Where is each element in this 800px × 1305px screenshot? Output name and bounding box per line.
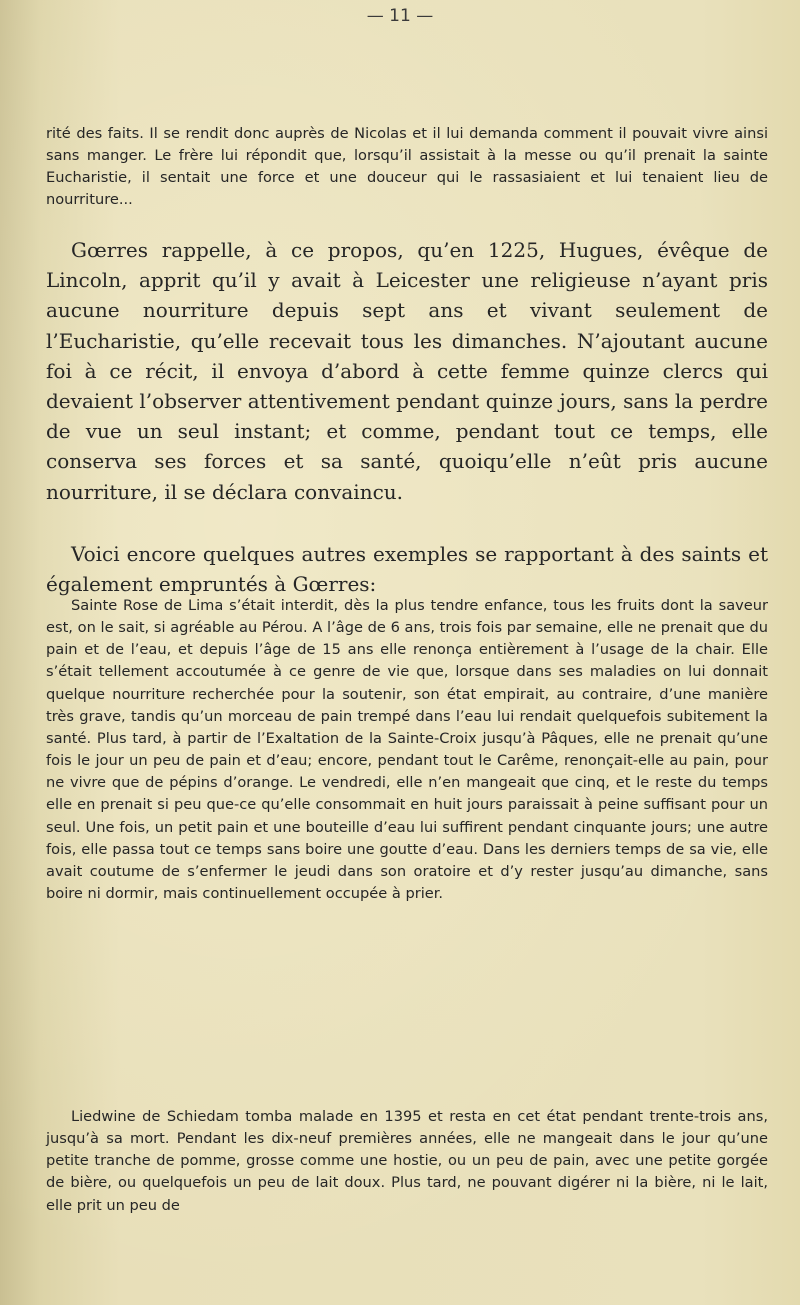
- paragraph-liedwine: Liedwine de Schiedam tomba malade en 1395 et resta en cet état pendant trente-trois ans, jusqu’à sa mort. Pendant les dix-neuf premières années, elle ne mangeait dans le jour qu’une petite tranche de pomme, grosse comme une hostie, ou un peu de pain, avec une petite gorgée de bière, ou quelquefois un peu de lait doux. Plus tard, ne pouvant digérer ni la bière, ni le lait, elle prit un peu de: [46, 1108, 768, 1214]
- paragraph-voici: Voici encore quelques autres exemples se rapportant à des saints et également empruntés à Gœrres:: [46, 542, 768, 597]
- paragraph-sainte-rose: Sainte Rose de Lima s’était interdit, dès la plus tendre enfance, tous les fruits dont la saveur est, on le sait, si agréable au Pérou. A l’âge de 6 ans, trois fois par semaine, elle ne prenait que du pain et de l’eau, et depuis l’âge de 15 ans elle renonça entièrement à l’usage de la chair. Elle s’était tellement accoutumée à ce genre de vie que, lorsque dans ses maladies on lui donnait quelque nourriture recherchée pour la soutenir, son état empirait, au contraire, d’une manière très grave, tandis qu’un morceau de pain trempé dans l’eau lui rendait quelquefois subitement la santé. Plus tard, à partir de l’Exaltation de la Sainte-Croix jusqu’à Pâques, elle ne prenait qu’une fois le jour un peu de pain et d’eau; encore, pendant tout le Carême, renonçait-elle au pain, pour ne vivre que de pépins d’orange. Le vendredi, elle n’en mangeait que cinq, et le reste du temps elle en prenait si peu que-ce qu’elle consommait en huit jours paraissait à peine suffisant pour un seul. Une fois, un petit pain et une bouteille d’eau lui suffirent pendant cinquante jours; une autre fois, elle passa tout ce temps sans boire une goutte d’eau. Dans les derniers temps de sa vie, elle avait coutume de s’enfermer le jeudi dans son oratoire et d’y rester jusqu’au dimanche, sans boire ni dormir, mais continuellement occupée à prier.: [46, 597, 768, 903]
- paragraph-goerres: Gœrres rappelle, à ce propos, qu’en 1225, Hugues, évêque de Lincoln, apprit qu’il y avait à Leicester une religieuse n’ayant pris aucune nourriture depuis sept ans et vivant seulement de l’Eucharistie, qu’elle recevait tous les dimanches. N’ajoutant aucune foi à ce récit, il envoya d’abord à cette femme quinze clercs qui devaient l’observer attentivement pendant quinze jours, sans la perdre de vue un seul instant; et comme, pendant tout ce temps, elle conserva ses forces et sa santé, quoiqu’elle n’eût pris aucune nourriture, il se déclara convaincu.: [46, 238, 768, 504]
- page-number: — 11 —: [366, 6, 434, 26]
- paragraph-intro: rité des faits. Il se rendit donc auprès de Nicolas et il lui demanda comment il pouvait vivre ainsi sans manger. Le frère lui répondit que, lorsqu’il assistait à la messe ou qu’il prenait la sainte Eucharistie, il sentait une force et une douceur qui le rassasiaient et lui tenaient lieu de nourriture...: [46, 125, 768, 208]
